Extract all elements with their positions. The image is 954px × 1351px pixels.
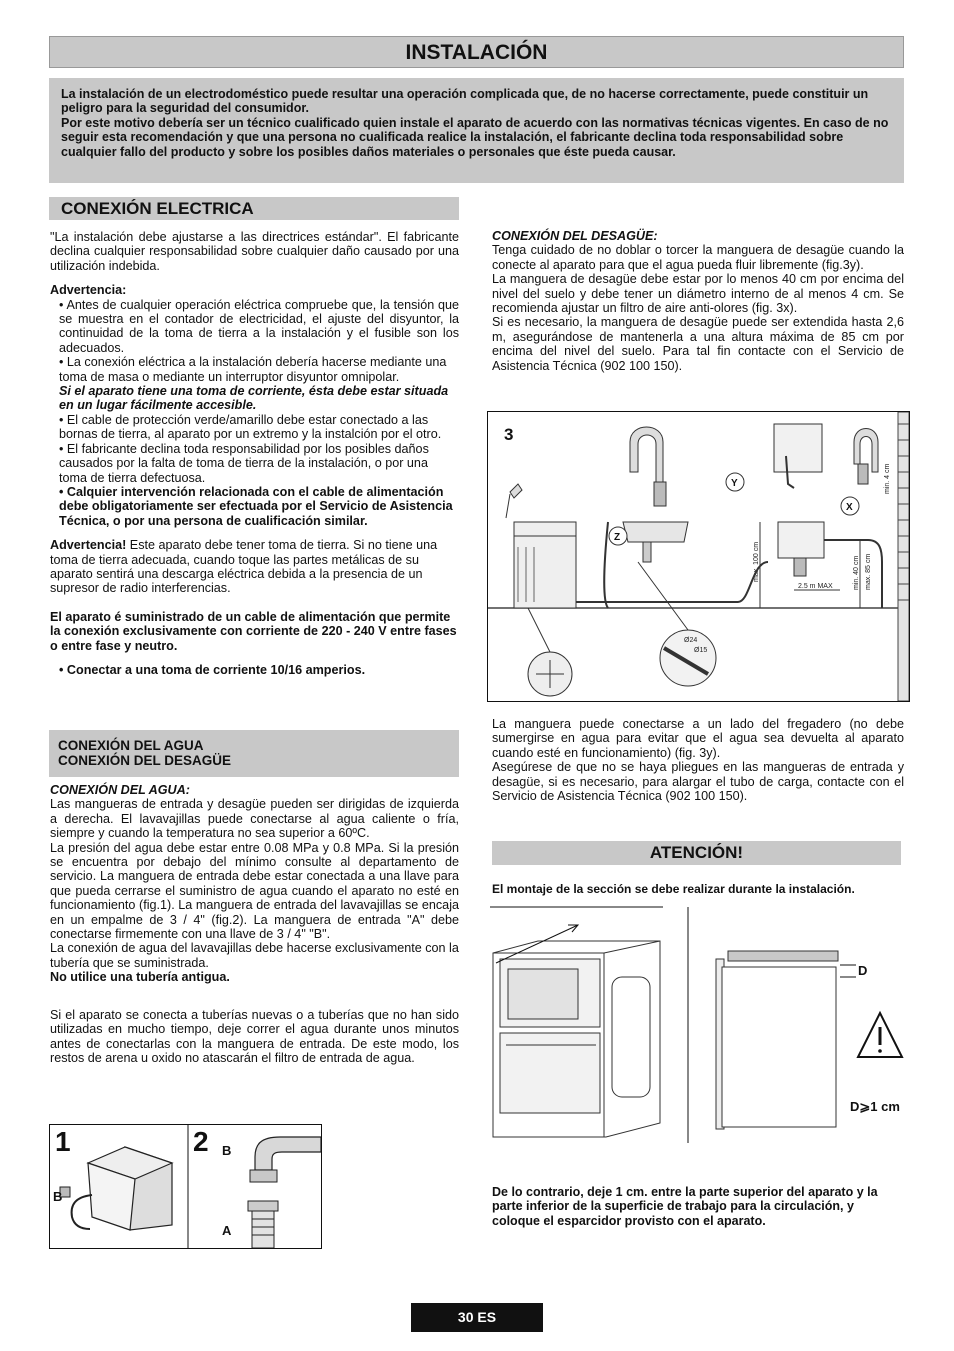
water-heading-line-2: CONEXIÓN DEL DESAGÜE [58, 753, 232, 768]
drain-notes [492, 717, 904, 803]
water-section [50, 783, 459, 1065]
drain-subheading: CONEXIÓN DEL DESAGÜE: [492, 229, 658, 243]
water-paragraph-3: La conexión de agua del lavavajillas debe hacerse exclusivamente con la tubería que se suministrada. [50, 941, 459, 970]
water-paragraph-4: No utilice una tubería antigua. [50, 970, 230, 985]
figure-3 [487, 411, 910, 702]
fig3-label-y: Y [731, 478, 738, 489]
page-number: 30 ES [411, 1303, 543, 1332]
fig2-number: 2 [193, 1126, 209, 1157]
attention-heading: ATENCIÓN! [492, 841, 901, 865]
fig3-max26: 2.5 m MAX [798, 583, 833, 590]
intro-paragraph-1: La instalación de un electrodoméstico puede resultar una operación complicada que, de no hacerse correctamente, puede constituir un peligro para la seguridad del consumidor. [61, 87, 869, 116]
water-subheading: CONEXIÓN DEL AGUA: [50, 783, 190, 797]
fig3-number: 3 [504, 425, 514, 444]
earth-warning-text: Este aparato debe tener toma de tierra. Si no tiene una toma de tierra adecuada, cuando toque las partes metálicas de su aparato sentirá una descarga eléctrica debida a la presencia de un supresor de radio interferencias. [50, 538, 438, 596]
fig3-min4: min. 4 cm [884, 463, 891, 494]
fig3-label-z: Z [614, 532, 621, 543]
fig3-max100: max. 100 cm [753, 541, 760, 582]
clearance-drawing [488, 905, 908, 1145]
water-paragraph-5: Si el aparato se conecta a tuberías nuevas o a tuberías que no han sido utilizadas en mucho tiempo, deje correr el agua durante unos minutos antes de conectarlas con la manguera de entrada. De este modo, los restos de arena u oxido no atascarán el filtro de entrada de agua. [50, 1007, 459, 1065]
fig3-min40: min. 40 cm [853, 555, 860, 590]
water-heading-line-1: CONEXIÓN DEL AGUA [58, 738, 204, 753]
electrical-bullet-4: • El fabricante declina toda responsabilidad por los posibles daños causados por la falta de toma de tierra de la instalación, o por una toma de tierra defectuosa. [59, 441, 429, 485]
intro-warning-box [49, 78, 904, 183]
fig2-label-a: A [222, 1223, 232, 1238]
drain-paragraph-1: Tenga cuidado de no doblar o torcer la manguera de desagüe cuando la conecte al aparato para que el agua pueda fluir libremente (fig.3y). [492, 243, 904, 272]
drain-section [492, 229, 904, 373]
clearance-d-label: D [858, 963, 868, 978]
attention-paragraph-1: El montaje de la sección se debe realizar durante la instalación. [492, 882, 855, 896]
fig3-d15: Ø15 [694, 647, 708, 654]
electrical-bullet-1: • Antes de cualquier operación eléctrica compruebe que, la tensión que se muestra en el contador de electricidad, el ajuste del disyuntor, la continuidad de la toma de tierra a la instalación y el fusible son los adecuados. [59, 297, 459, 355]
electrical-bullet-5: • Calquier intervención relacionada con el cable de alimentación debe obligatoriamente ser efectuada por el Servicio de Asistencia Técnica, o por una persona de cualificación similar. [59, 484, 453, 528]
drain-paragraph-4: La manguera puede conectarse a un lado del fregadero (no debe sumergirse en agua para evitar que el agua sea devuelta al aparato cuando esté en funcionamiento) (fig. 3y). [492, 717, 904, 760]
drain-paragraph-3: Si es necesario, la manguera de desagüe puede ser extendida hasta 2,6 m, asegurándose de mantenerla a una altura máxima de 85 cm por encima del nivel del suelo. Para tal fin contacte con el Servicio de Asistencia Técnica (902 100 150). [492, 315, 904, 373]
electrical-intro: "La instalación debe ajustarse a las directrices estándar". El fabricante declina cualquier responsabilidad sobre cualquier daño causado por una utilización indebida. [50, 230, 459, 273]
figure-1-2-drawing [50, 1125, 321, 1248]
drain-paragraph-2: La manguera de desagüe debe estar por lo menos 40 cm por encima del nivel del suelo y debe tener un diámetro interno de al menos 4 cm. Se recomienda ajustar un filtro de aire anti-olores (fig. 3x). [492, 272, 904, 316]
page-title: INSTALACIÓN [49, 36, 904, 68]
drain-paragraph-5: Asegúrese de que no se haya pliegues en las mangueras de entrada y desagüe, si es necesario, para alargar el tubo de carga, contacte con el Servicio de Asistencia Técnica (902 100 150). [492, 760, 904, 804]
fig1-number: 1 [55, 1126, 71, 1157]
fig3-d24: Ø24 [684, 637, 698, 644]
fig3-label-x: X [846, 502, 853, 513]
water-drain-heading [49, 730, 459, 777]
earth-warning [50, 538, 459, 596]
attention-paragraph-2: De lo contrario, deje 1 cm. entre la parte superior del aparato y la parte inferior de la superficie de trabajo para la circulación, y coloque el esparcidor provisto con el aparato. [492, 1185, 878, 1228]
clearance-figure [488, 905, 908, 1145]
electrical-bullet-2: • La conexión eléctrica a la instalación debería hacerse mediante una toma de masa o mediante un interruptor disyuntor omnipolar. [59, 355, 447, 384]
intro-paragraph-2: Por este motivo debería ser un técnico cualificado quien instale el aparato de acuerdo con las normativas técnicas vigentes. En caso de no seguir esta recomendación y que una persona no cualificada realice la instalación, el fabricante declina toda responsabilidad sobre cualquier fallo del producto y sobre los posibles daños materiales o personales que éste pueda causar. [61, 115, 889, 159]
figure-3-drawing [488, 412, 909, 701]
warning-label: Advertencia: [50, 283, 127, 298]
water-paragraph-2: La presión del agua debe estar entre 0.08 MPa y 0.8 MPa. Si la presión se encuentra por debajo del mínimo consulte al departamento de servicio. La manguera de entrada debe estar conectada a una llave para que pueda cerrarse el suministro de agua cuando el aparato no esté en funcionamiento (fig.1). La manguera de entrada del lavavajillas se encaja en un empalme de 3 / 4" (fig.2). La manguera de entrada "A" debe conectarse firmemente con una llave de 3 / 4" "B". [50, 840, 459, 942]
figure-1-2 [49, 1124, 322, 1249]
fig2-label-b: B [222, 1143, 232, 1158]
electrical-heading: CONEXIÓN ELECTRICA [49, 197, 459, 220]
fig1-label-b: B [53, 1189, 63, 1204]
water-paragraph-1: Las mangueras de entrada y desagüe pueden ser dirigidas de izquierda a derecha. El lavavajillas puede conectarse al agua caliente o fría, siempre y cuando la temperatura no sea superior a 60ºC. [50, 797, 459, 841]
socket-note: • Conectar a una toma de corriente 10/16 amperios. [59, 662, 366, 677]
clearance-min: D⩾1 cm [850, 1099, 900, 1114]
electrical-bullet-3: • El cable de protección verde/amarillo debe estar conectado a las bornas de tierra, al aparato por un extremo y la instalción por el otro. [59, 412, 442, 442]
electrical-section [50, 230, 459, 677]
fig3-max85: max. 85 cm [865, 553, 872, 590]
earth-warning-label: Advertencia! [50, 538, 127, 553]
electrical-bullet-2-emphasis: Si el aparato tiene una toma de corriente, ésta debe estar situada en un lugar fácilmente accesible. [59, 384, 449, 413]
supply-cable-note: El aparato é suministrado de un cable de alimentación que permite la conexión exclusivamente con corriente de 220 - 240 V entre fases o entre fase y neutro. [50, 609, 457, 653]
